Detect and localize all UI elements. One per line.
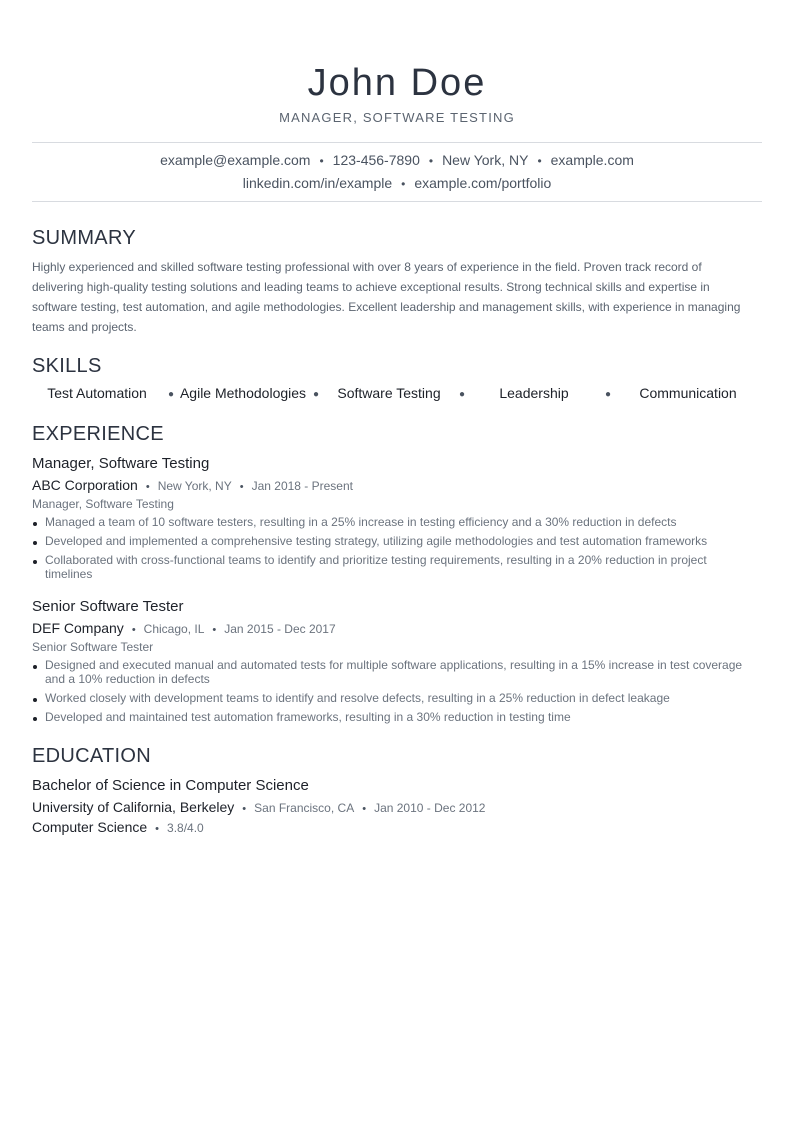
skill-separator-dot: ● bbox=[168, 389, 175, 400]
header-divider-top bbox=[32, 142, 762, 143]
job-company: ABC Corporation bbox=[32, 477, 138, 493]
job-role: Manager, Software Testing bbox=[32, 497, 174, 511]
summary-text: Highly experienced and skilled software testing professional with over 8 years of experience in the field. Proven track record of delivering high-quality testing solutions and leading teams to achieve exceptional results. Strong technical skills and expertise in software testing, test automation, and agile methodologies. Excellent leadership and management skills, with experience in managing teams and projects. bbox=[32, 260, 741, 334]
summary-heading: SUMMARY bbox=[32, 227, 136, 249]
job-role: Senior Software Tester bbox=[32, 640, 154, 654]
job-bullet: Collaborated with cross-functional teams to identify and prioritize testing requirements, resulting in a 20% reduction in project timelines bbox=[32, 553, 757, 581]
job-title: Senior Software Tester bbox=[32, 598, 184, 615]
skill-separator-dot: ● bbox=[605, 389, 612, 400]
separator-dot: • bbox=[212, 624, 217, 636]
header-divider-bottom bbox=[32, 201, 762, 202]
job-bullet: Designed and executed manual and automated tests for multiple software applications, resulting in a 15% increase in test coverage and a 10% reduction in defects bbox=[32, 658, 757, 686]
job-bullet: Managed a team of 10 software testers, resulting in a 25% increase in testing efficiency and a 30% reduction in defects bbox=[32, 515, 757, 529]
education-field-meta bbox=[32, 819, 204, 835]
skill-item: Communication bbox=[639, 385, 737, 401]
separator-dot: • bbox=[242, 803, 247, 815]
separator-dot: • bbox=[145, 481, 150, 493]
education-school: University of California, Berkeley bbox=[32, 799, 235, 815]
job-bullet: Worked closely with development teams to identify and resolve defects, resulting in a 25% reduction in defect leakage bbox=[32, 691, 757, 705]
education-gpa: 3.8/4.0 bbox=[167, 821, 204, 835]
job-bullet-list bbox=[32, 515, 757, 586]
contact-phone[interactable]: 123-456-7890 bbox=[332, 152, 420, 168]
job-location: Chicago, IL bbox=[143, 622, 205, 636]
skill-item: Leadership bbox=[499, 385, 569, 401]
education-field: Computer Science bbox=[32, 819, 148, 835]
contact-line-secondary bbox=[32, 175, 762, 191]
separator-dot: • bbox=[155, 823, 160, 835]
contact-website[interactable]: example.com bbox=[550, 152, 634, 168]
contact-line-primary bbox=[32, 152, 762, 168]
candidate-headline: MANAGER, SOFTWARE TESTING bbox=[279, 110, 515, 125]
contact-portfolio[interactable]: example.com/portfolio bbox=[414, 175, 552, 191]
separator-dot: • bbox=[401, 177, 406, 191]
skill-separator-dot: ● bbox=[313, 389, 320, 400]
contact-location: New York, NY bbox=[442, 152, 529, 168]
separator-dot: • bbox=[239, 481, 244, 493]
job-company: DEF Company bbox=[32, 620, 124, 636]
experience-heading: EXPERIENCE bbox=[32, 423, 164, 445]
skill-item: Software Testing bbox=[337, 385, 441, 401]
separator-dot: • bbox=[319, 154, 324, 168]
job-bullet: Developed and maintained test automation frameworks, resulting in a 30% reduction in testing time bbox=[32, 710, 757, 724]
job-dates: Jan 2018 - Present bbox=[251, 479, 353, 493]
separator-dot: • bbox=[362, 803, 367, 815]
separator-dot: • bbox=[428, 154, 434, 168]
job-bullet-list bbox=[32, 658, 757, 729]
skills-heading: SKILLS bbox=[32, 355, 102, 377]
education-location: San Francisco, CA bbox=[254, 801, 355, 815]
education-dates: Jan 2010 - Dec 2012 bbox=[374, 801, 486, 815]
contact-email[interactable]: example@example.com bbox=[160, 152, 311, 168]
separator-dot: • bbox=[537, 154, 542, 168]
job-bullet: Developed and implemented a comprehensive testing strategy, utilizing agile methodologies and test automation frameworks bbox=[32, 534, 757, 548]
skill-item: Test Automation bbox=[47, 385, 147, 401]
skill-item: Agile Methodologies bbox=[179, 385, 307, 401]
skill-separator-dot: ● bbox=[459, 389, 466, 400]
job-location: New York, NY bbox=[157, 479, 232, 493]
separator-dot: • bbox=[131, 624, 136, 636]
contact-linkedin[interactable]: linkedin.com/in/example bbox=[242, 175, 393, 191]
education-meta bbox=[32, 799, 485, 815]
candidate-name: John Doe bbox=[307, 62, 487, 104]
education-degree: Bachelor of Science in Computer Science bbox=[32, 777, 309, 794]
job-meta bbox=[32, 477, 353, 493]
job-title: Manager, Software Testing bbox=[32, 455, 210, 472]
education-heading: EDUCATION bbox=[32, 745, 151, 767]
job-meta bbox=[32, 620, 336, 636]
job-dates: Jan 2015 - Dec 2017 bbox=[224, 622, 336, 636]
